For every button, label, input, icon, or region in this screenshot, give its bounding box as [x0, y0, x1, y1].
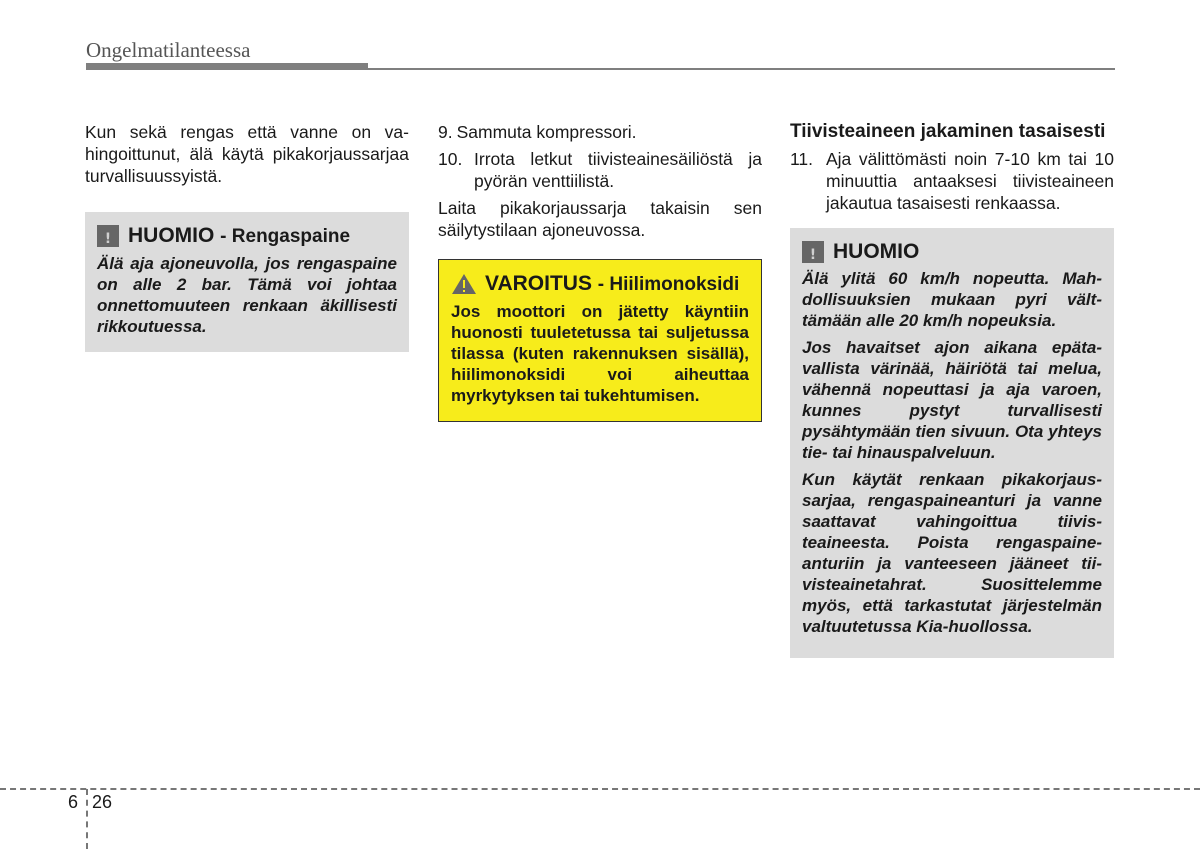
caution-box-speed	[790, 228, 1114, 658]
step-number: 10.	[438, 149, 463, 169]
warning-heading	[451, 272, 749, 297]
chapter-number: 6	[68, 792, 79, 812]
outro-paragraph: Laita pikakorjaussarja takaisin sen säilytystilaan ajoneuvossa.	[438, 198, 762, 240]
warning-label: VAROITUS	[485, 272, 592, 295]
step-number: 11.	[790, 149, 814, 169]
caution-paragraph: Jos havaitset ajon aikana epätavallista värinää, häiriötä tai melua, vähennä nopeuttasi ja aja varoen, kunnes pystyt turvallisesti pysähtymään tien sivuun. Ota yhteys tie- tai hinauspalveluun.	[802, 338, 1102, 462]
column-left	[85, 121, 409, 352]
step-text: Aja välittömästi noin 7-10 km tai 10 minuuttia antaaksesi tiivisteaineen jakautua tasaisesti renkaassa.	[826, 149, 1114, 213]
caution-box-tire-pressure	[85, 212, 409, 352]
caution-label: HUOMIO	[128, 224, 215, 247]
caution-subtitle: - Rengaspaine	[220, 226, 351, 247]
caution-icon	[97, 225, 119, 247]
caution-text: Älä aja ajoneuvolla, jos rengaspaine on alle 2 bar. Tämä voi johtaa onnettomuuteen renkaan äkillisesti rikkoutuessa.	[97, 254, 397, 336]
warning-triangle-icon	[451, 273, 477, 295]
step-11	[790, 148, 1114, 214]
step-text: Sammuta kompressori.	[456, 122, 637, 142]
step-text: Irrota letkut tiivisteainesäiliöstä ja pyörän venttiilistä.	[474, 149, 762, 191]
section-title: Tiivisteaineen jakaminen tasaisesti	[790, 121, 1106, 142]
page-number: 26	[92, 792, 113, 812]
footer-rule	[0, 788, 1200, 790]
column-right	[790, 121, 1114, 658]
page-header-title: Ongelmatilanteessa	[86, 38, 251, 62]
caution-paragraph: Kun käytät renkaan pikakorjaussarjaa, rengaspaineanturi ja vanne saattavat vahingoittua tiivisteaineesta. Poista rengaspaineanturiin ja vanteeseen jääneet tiivisteainetahrat. Suosittelemme myös, että tarkastutat järjestelmän valtuutetussa Kia-huollossa.	[802, 470, 1102, 636]
intro-paragraph: Kun sekä rengas että vanne on vahingoittunut, älä käytä pikakorjaussarjaa turvallisuussyistä.	[85, 122, 409, 186]
header-bar	[86, 63, 368, 70]
step-number: 9.	[438, 122, 453, 142]
caution-paragraph: Älä ylitä 60 km/h nopeutta. Mahdollisuuksien mukaan pyri välttämään alle 20 km/h nopeuksia.	[802, 269, 1102, 330]
warning-text: Jos moottori on jätetty käyntiin huonosti tuuletetussa tai suljetussa tilassa (kuten rakennuksen sisällä), hiilimonoksidi voi aiheuttaa myrkytyksen tai tukehtumisen.	[451, 302, 749, 405]
header-rule	[368, 68, 1115, 70]
step-10	[438, 148, 762, 192]
warning-box-carbon-monoxide	[438, 259, 762, 422]
warning-subtitle: - Hiilimonoksidi	[597, 274, 740, 295]
footer-divider	[86, 789, 88, 849]
caution-heading	[802, 240, 1102, 264]
caution-label: HUOMIO	[833, 240, 920, 263]
column-middle	[438, 121, 762, 422]
step-9	[438, 121, 762, 143]
caution-icon	[802, 241, 824, 263]
caution-text	[802, 268, 1102, 637]
caution-heading	[97, 224, 397, 249]
